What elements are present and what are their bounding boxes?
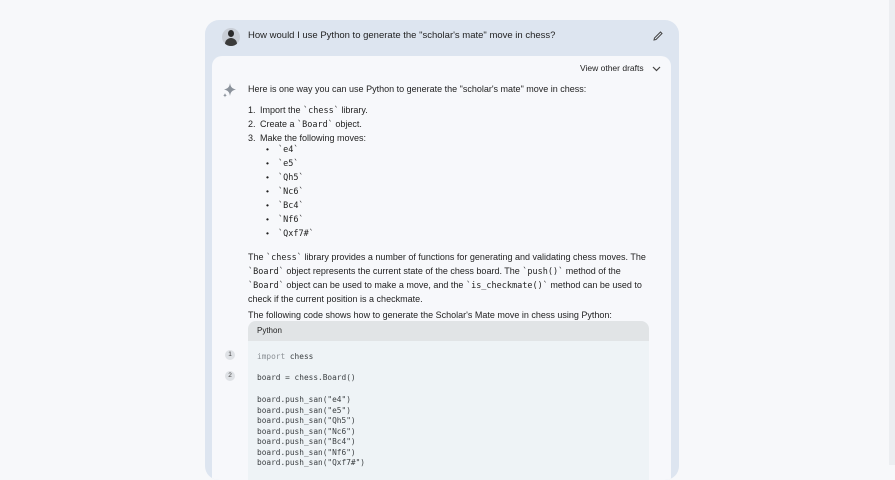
move-item: • `Qxf7#` — [266, 227, 314, 241]
move-item: • `Qh5` — [266, 171, 314, 185]
sparkle-icon — [222, 82, 238, 98]
code-line: board = chess.Board() — [257, 373, 356, 382]
code-line: board.push_san("Nc6") — [257, 426, 356, 436]
explanation-paragraph: The `chess` library provides a number of functions for generating and validating chess moves. The `Board` object represents the current state of the chess board. The `push()` method of the `Board` object can be used to make a move, and the `is_checkmate()` method can be used to check if the current position is a checkmate. — [248, 252, 646, 304]
move-item: • `e5` — [266, 157, 314, 171]
response-panel — [212, 56, 671, 480]
code-line: board.push_san("Bc4") — [257, 437, 356, 446]
code-line: board.push_san("e4") — [257, 395, 351, 404]
response-intro: Here is one way you can use Python to generate the "scholar's mate" move in chess: — [248, 84, 587, 94]
move-item: • `e4` — [266, 143, 314, 157]
view-other-drafts-button[interactable] — [580, 63, 661, 73]
code-line: board.push_san("e5") — [257, 405, 351, 415]
user-prompt-text: How would I use Python to generate the "scholar's mate" move in chess? — [248, 30, 556, 41]
line-number-badge: 1 — [225, 350, 235, 360]
user-avatar — [222, 28, 240, 46]
move-item: • `Bc4` — [266, 199, 314, 213]
code-line: board.push_san("Qh5") — [257, 416, 356, 425]
code-intro-paragraph: The following code shows how to generate the Scholar's Mate move in chess using Python: — [248, 310, 612, 320]
step-item: 1. Import the `chess` library. — [248, 105, 368, 116]
move-item: • `Nf6` — [266, 213, 314, 227]
code-line: import chess — [257, 352, 314, 361]
conversation-card — [205, 20, 679, 480]
steps-list — [248, 104, 658, 145]
view-other-drafts-label: View other drafts — [579, 63, 644, 73]
code-line: board.push_san("Qxf7#") — [257, 458, 365, 467]
page-scrollbar[interactable] — [889, 0, 895, 465]
code-language-label: Python — [248, 321, 649, 341]
step-item: 3. Make the following moves: — [248, 133, 367, 143]
edit-pencil-icon[interactable] — [652, 30, 664, 42]
code-block[interactable] — [248, 321, 649, 480]
user-prompt-row — [205, 20, 679, 56]
move-item: • `Nc6` — [266, 185, 314, 199]
step-item: 2. Create a `Board` object. — [248, 119, 362, 130]
moves-list — [266, 143, 314, 241]
chevron-down-icon — [652, 66, 661, 72]
code-line: board.push_san("Nf6") — [257, 447, 356, 457]
line-number-badge: 2 — [225, 371, 235, 381]
